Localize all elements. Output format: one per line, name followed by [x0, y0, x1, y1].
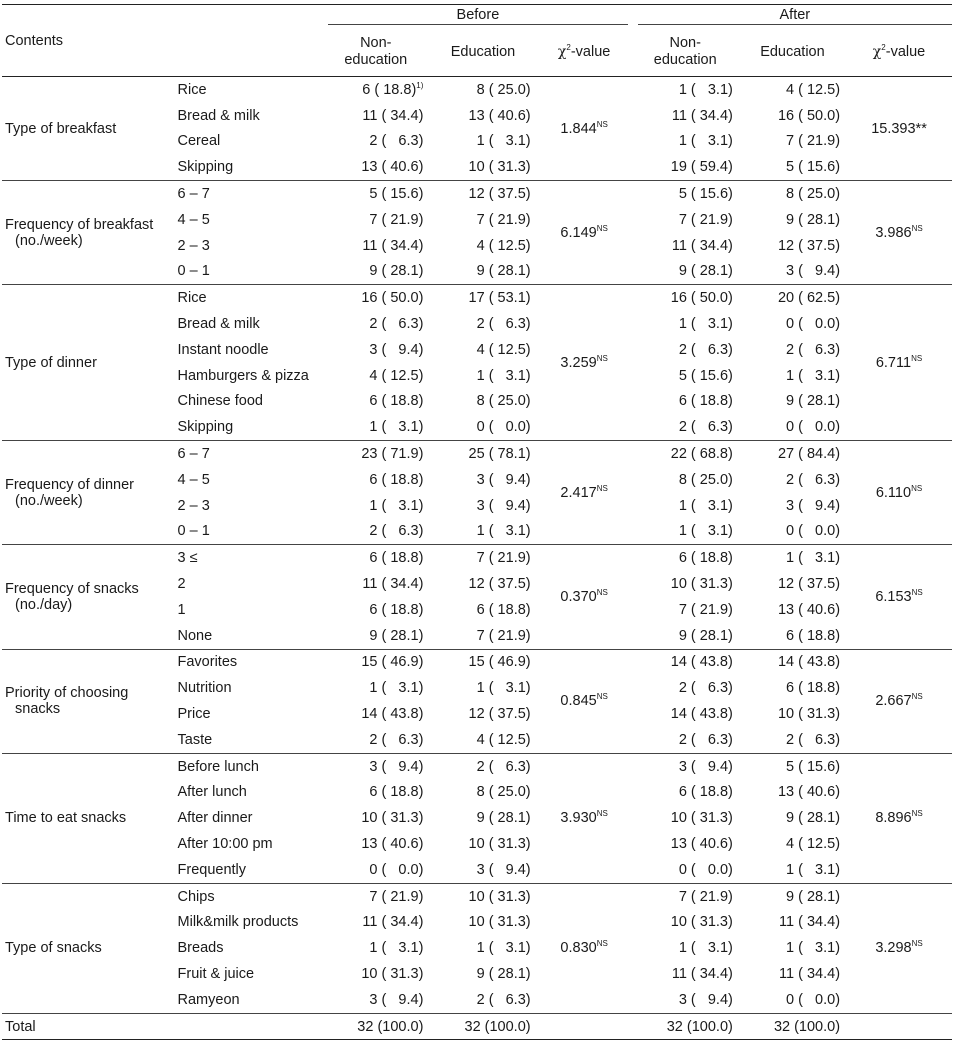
category-cell: 0 – 1	[177, 523, 210, 540]
before-education-cell: 17 ( 53.1)	[429, 285, 536, 311]
category-cell: Instant noodle	[177, 341, 269, 358]
after-education-header: Education	[739, 29, 846, 77]
before-education-cell: 9 ( 28.1)	[476, 263, 531, 280]
before-non-education-cell: 3 ( 9.4)	[369, 991, 424, 1008]
after-education-cell: 0 ( 0.0)	[786, 316, 841, 333]
before-chi-header: $\chi^2$-value	[537, 29, 632, 77]
after-non-education-cell: 10 ( 31.3)	[670, 576, 733, 593]
category-cell: Hamburgers & pizza	[177, 367, 309, 384]
before-non-education-cell: 6 ( 18.8)$^{1)}$	[322, 77, 429, 103]
group-label	[2, 181, 175, 285]
after-education-cell: 1 ( 3.1)	[739, 545, 846, 571]
before-education-cell: 1 ( 3.1)	[476, 523, 531, 540]
before-education-cell: 3 ( 9.4)	[476, 497, 531, 514]
before-non-education-cell: 6 ( 18.8)	[369, 784, 424, 801]
after-non-education-cell: 22 ( 68.8)	[632, 441, 739, 467]
after-education-cell: 1 ( 3.1)	[786, 861, 841, 878]
before-education-cell: 10 ( 31.3)	[429, 883, 536, 909]
group-label-line: Frequency of dinner	[5, 476, 134, 493]
before-non-education-cell: 2 ( 6.3)	[369, 133, 424, 150]
category-cell: 4 – 5	[177, 211, 210, 228]
after-education-cell: 10 ( 31.3)	[777, 706, 841, 723]
after-education-cell: 9 ( 28.1)	[786, 211, 841, 228]
before-education-cell: 4 ( 12.5)	[476, 341, 531, 358]
after-education-cell: 5 ( 15.6)	[786, 159, 841, 176]
after-non-education-cell: 10 ( 31.3)	[670, 914, 733, 931]
before-non-education-header: Non- education	[322, 29, 429, 77]
before-chi-value: $3.259^{NS}$	[537, 285, 632, 441]
after-education-cell: 2 ( 6.3)	[786, 341, 841, 358]
before-non-education-cell: 1 ( 3.1)	[369, 497, 424, 514]
before-non-education-cell: 1 ( 3.1)	[369, 419, 424, 436]
group-label-line: Type of breakfast	[5, 120, 117, 137]
data-table	[2, 4, 952, 1040]
before-non-education-cell: 0 ( 0.0)	[369, 861, 424, 878]
before-non-education-cell: 11 ( 34.4)	[362, 107, 424, 124]
after-education-cell: 3 ( 9.4)	[786, 497, 841, 514]
before-education-cell: 2 ( 6.3)	[476, 991, 531, 1008]
before-education-cell: 9 ( 28.1)	[476, 965, 531, 982]
before-education-cell: 1 ( 3.1)	[476, 133, 531, 150]
category-cell: Chinese food	[177, 393, 263, 410]
group-label	[2, 285, 175, 441]
category-cell: Bread & milk	[177, 316, 260, 333]
category-cell: Frequently	[177, 861, 247, 878]
after-non-education-cell: 6 ( 18.8)	[678, 393, 733, 410]
after-non-education-cell: 3 ( 9.4)	[632, 753, 739, 779]
before-non-education-cell: 1 ( 3.1)	[369, 680, 424, 697]
before-chi-value: $1.844^{NS}$	[537, 77, 632, 181]
after-chi-value: $3.298^{NS}$	[846, 883, 952, 1013]
after-non-education-cell: 2 ( 6.3)	[678, 419, 733, 436]
footnote-marker: 1)	[416, 81, 424, 91]
total-category-cell	[175, 1013, 323, 1040]
before-education-cell: 8 ( 25.0)	[476, 393, 531, 410]
category-cell: 4 – 5	[177, 471, 210, 488]
before-non-education-cell: 10 ( 31.3)	[361, 810, 424, 827]
before-non-education-cell: 6 ( 18.8)	[322, 545, 429, 571]
before-non-education-cell: 16 ( 50.0)	[322, 285, 429, 311]
total-row	[2, 1013, 952, 1040]
total-after-non-education: 32 (100.0)	[632, 1013, 739, 1040]
table-body	[2, 77, 952, 1040]
after-education-cell: 9 ( 28.1)	[786, 393, 841, 410]
before-education-cell: 6 ( 18.8)	[476, 601, 531, 618]
before-education-cell: 0 ( 0.0)	[476, 419, 531, 436]
after-education-cell: 16 ( 50.0)	[777, 107, 841, 124]
before-non-education-cell: 13 ( 40.6)	[361, 836, 424, 852]
after-education-cell: 2 ( 6.3)	[786, 731, 841, 748]
after-education-cell: 20 ( 62.5)	[739, 285, 846, 311]
before-non-education-cell: 5 ( 15.6)	[322, 181, 429, 207]
after-non-education-cell: 7 ( 21.9)	[632, 883, 739, 909]
table-row	[2, 649, 952, 675]
before-education-cell: 12 ( 37.5)	[468, 576, 531, 593]
group-label-line: (no./week)	[15, 492, 83, 509]
category-cell: Skipping	[177, 159, 234, 176]
contents-header: Contents	[2, 5, 175, 77]
group-label	[2, 883, 175, 1013]
total-after-education: 32 (100.0)	[739, 1013, 846, 1040]
after-education-cell: 4 ( 12.5)	[786, 836, 841, 852]
table-row	[2, 181, 952, 207]
after-non-education-cell: 11 ( 34.4)	[671, 965, 733, 982]
after-education-cell: 4 ( 12.5)	[739, 77, 846, 103]
before-non-education-cell: 11 ( 34.4)	[362, 237, 424, 254]
before-non-education-cell: 6 ( 18.8)	[369, 601, 424, 618]
after-education-cell: 13 ( 40.6)	[777, 784, 841, 801]
before-non-education-cell: 10 ( 31.3)	[361, 965, 424, 982]
before-non-education-cell: 9 ( 28.1)	[369, 627, 424, 644]
after-non-education-cell: 0 ( 0.0)	[678, 861, 733, 878]
before-education-cell: 4 ( 12.5)	[476, 731, 531, 748]
after-education-cell: 9 ( 28.1)	[739, 883, 846, 909]
after-non-education-cell: 9 ( 28.1)	[678, 627, 733, 644]
after-chi-header: $\chi^2$-value	[846, 29, 952, 77]
category-cell: 0 – 1	[177, 263, 210, 280]
group-label-line: Time to eat snacks	[5, 810, 127, 827]
before-non-education-cell: 23 ( 71.9)	[322, 441, 429, 467]
after-non-education-cell: 9 ( 28.1)	[678, 263, 733, 280]
after-non-education-cell: 6 ( 18.8)	[632, 545, 739, 571]
category-cell: Rice	[175, 77, 323, 103]
after-education-cell: 14 ( 43.8)	[739, 649, 846, 675]
before-non-education-cell: 2 ( 6.3)	[369, 731, 424, 748]
total-label: Total	[2, 1013, 175, 1040]
before-non-education-cell: 1 ( 3.1)	[369, 940, 424, 957]
after-education-cell: 0 ( 0.0)	[786, 419, 841, 436]
after-non-education-cell: 14 ( 43.8)	[670, 706, 733, 723]
after-education-cell: 27 ( 84.4)	[739, 441, 846, 467]
table-row	[2, 753, 952, 779]
table-row	[2, 77, 952, 103]
before-education-cell: 13 ( 40.6)	[468, 107, 531, 124]
before-non-education-cell: 15 ( 46.9)	[322, 649, 429, 675]
after-education-cell: 13 ( 40.6)	[777, 601, 841, 618]
after-non-education-cell: 7 ( 21.9)	[678, 601, 733, 618]
before-education-cell: 7 ( 21.9)	[476, 211, 531, 228]
after-education-cell: 1 ( 3.1)	[786, 940, 841, 957]
before-non-education-cell: 2 ( 6.3)	[369, 316, 424, 333]
after-non-education-cell: 11 ( 34.4)	[671, 107, 733, 124]
before-chi-value: $0.830^{NS}$	[537, 883, 632, 1013]
before-non-education-cell: 2 ( 6.3)	[369, 523, 424, 540]
category-cell: Taste	[177, 731, 213, 748]
total-before-education: 32 (100.0)	[429, 1013, 536, 1040]
category-cell: 6 – 7	[175, 181, 323, 207]
before-non-education-cell: 14 ( 43.8)	[361, 706, 424, 723]
after-education-cell: 2 ( 6.3)	[786, 471, 841, 488]
after-non-education-cell: 10 ( 31.3)	[670, 810, 733, 827]
category-cell: Skipping	[177, 419, 234, 436]
category-cell: Ramyeon	[177, 991, 240, 1008]
after-non-education-cell: 13 ( 40.6)	[670, 836, 733, 852]
before-chi-value: $3.930^{NS}$	[537, 753, 632, 883]
table-row	[2, 441, 952, 467]
category-header	[175, 5, 323, 77]
after-non-education-cell: 1 ( 3.1)	[632, 77, 739, 103]
category-cell: 2	[177, 576, 186, 593]
category-cell: Rice	[175, 285, 323, 311]
table-row	[2, 883, 952, 909]
after-education-cell: 8 ( 25.0)	[739, 181, 846, 207]
before-education-cell: 10 ( 31.3)	[468, 159, 531, 176]
category-cell: Price	[177, 706, 211, 723]
before-non-education-cell: 11 ( 34.4)	[362, 914, 424, 931]
category-cell: Nutrition	[177, 680, 232, 697]
after-education-cell: 12 ( 37.5)	[777, 576, 841, 593]
group-label-line: Type of dinner	[5, 354, 97, 371]
before-education-cell: 7 ( 21.9)	[429, 545, 536, 571]
category-cell: Chips	[175, 883, 323, 909]
category-cell: None	[177, 627, 213, 644]
group-label	[2, 649, 175, 753]
after-non-education-cell: 19 ( 59.4)	[670, 159, 733, 176]
after-non-education-cell: 2 ( 6.3)	[678, 341, 733, 358]
before-non-education-cell: 11 ( 34.4)	[362, 576, 424, 593]
category-cell: After dinner	[177, 810, 253, 827]
category-cell: Favorites	[175, 649, 323, 675]
after-non-education-cell: 1 ( 3.1)	[678, 523, 733, 540]
after-non-education-cell: 6 ( 18.8)	[678, 784, 733, 801]
after-education-cell: 3 ( 9.4)	[786, 263, 841, 280]
group-label	[2, 77, 175, 181]
after-chi-value: $6.153^{NS}$	[846, 545, 952, 649]
group-label-line: (no./week)	[15, 232, 83, 249]
after-non-education-cell: 14 ( 43.8)	[632, 649, 739, 675]
after-education-cell: 9 ( 28.1)	[786, 810, 841, 827]
after-chi-value: $3.986^{NS}$	[846, 181, 952, 285]
after-chi-value: $6.110^{NS}$	[846, 441, 952, 545]
before-chi-value: $0.845^{NS}$	[537, 649, 632, 753]
before-chi-value: $2.417^{NS}$	[537, 441, 632, 545]
after-header: After	[632, 5, 952, 29]
before-education-cell: 1 ( 3.1)	[476, 680, 531, 697]
after-non-education-cell: 3 ( 9.4)	[678, 991, 733, 1008]
category-cell: Fruit & juice	[177, 965, 255, 982]
before-chi-value: $0.370^{NS}$	[537, 545, 632, 649]
group-label-line: Priority of choosing	[5, 685, 129, 702]
before-education-cell: 1 ( 3.1)	[476, 367, 531, 384]
before-education-cell: 2 ( 6.3)	[429, 753, 536, 779]
after-non-education-cell: 5 ( 15.6)	[678, 367, 733, 384]
group-label	[2, 441, 175, 545]
category-cell: Before lunch	[175, 753, 323, 779]
table-header	[2, 5, 952, 77]
group-label-line: Type of snacks	[5, 940, 102, 957]
after-chi-value: $8.896^{NS}$	[846, 753, 952, 883]
category-cell: Bread & milk	[177, 107, 260, 124]
before-non-education-cell: 3 ( 9.4)	[369, 341, 424, 358]
category-cell: 1	[177, 601, 186, 618]
group-label-line: Frequency of breakfast	[5, 216, 154, 233]
before-education-cell: 10 ( 31.3)	[468, 914, 531, 931]
total-before-non-education: 32 (100.0)	[322, 1013, 429, 1040]
category-cell: 3 ≤	[175, 545, 323, 571]
after-education-cell: 6 ( 18.8)	[786, 680, 841, 697]
before-non-education-cell: 6 ( 18.8)	[369, 471, 424, 488]
after-chi-value: 15.393**	[846, 77, 952, 181]
before-non-education-cell: 9 ( 28.1)	[369, 263, 424, 280]
before-education-cell: 8 ( 25.0)	[476, 784, 531, 801]
category-cell: 2 – 3	[177, 237, 210, 254]
after-education-cell: 1 ( 3.1)	[786, 367, 841, 384]
before-non-education-cell: 7 ( 21.9)	[369, 211, 424, 228]
before-education-cell: 3 ( 9.4)	[476, 471, 531, 488]
after-non-education-cell: 11 ( 34.4)	[671, 237, 733, 254]
after-non-education-cell: 7 ( 21.9)	[678, 211, 733, 228]
before-education-cell: 8 ( 25.0)	[429, 77, 536, 103]
category-cell: After lunch	[177, 784, 247, 801]
after-non-education-cell: 16 ( 50.0)	[632, 285, 739, 311]
after-non-education-cell: 2 ( 6.3)	[678, 680, 733, 697]
after-non-education-cell: 2 ( 6.3)	[678, 731, 733, 748]
before-non-education-cell: 6 ( 18.8)	[369, 393, 424, 410]
category-cell: Milk&milk products	[177, 914, 299, 931]
table-row	[2, 285, 952, 311]
before-education-cell: 12 ( 37.5)	[429, 181, 536, 207]
table-row	[2, 545, 952, 571]
before-education-cell: 15 ( 46.9)	[429, 649, 536, 675]
category-cell: 2 – 3	[177, 497, 210, 514]
total-before-chi	[537, 1013, 632, 1040]
before-chi-value: $6.149^{NS}$	[537, 181, 632, 285]
total-after-chi	[846, 1013, 952, 1040]
before-education-cell: 7 ( 21.9)	[476, 627, 531, 644]
before-non-education-cell: 4 ( 12.5)	[369, 367, 424, 384]
after-non-education-header: Non- education	[632, 29, 739, 77]
after-education-cell: 12 ( 37.5)	[777, 237, 841, 254]
before-education-cell: 12 ( 37.5)	[468, 706, 531, 723]
after-education-cell: 0 ( 0.0)	[786, 991, 841, 1008]
after-education-cell: 6 ( 18.8)	[786, 627, 841, 644]
before-education-cell: 1 ( 3.1)	[476, 940, 531, 957]
after-education-cell: 11 ( 34.4)	[779, 965, 841, 982]
after-chi-value: $6.711^{NS}$	[846, 285, 952, 441]
after-education-cell: 7 ( 21.9)	[786, 133, 841, 150]
before-education-cell: 10 ( 31.3)	[468, 836, 531, 852]
after-non-education-cell: 1 ( 3.1)	[678, 940, 733, 957]
after-non-education-cell: 8 ( 25.0)	[678, 471, 733, 488]
category-cell: Cereal	[177, 133, 221, 150]
after-education-cell: 11 ( 34.4)	[779, 914, 841, 931]
before-education-cell: 4 ( 12.5)	[476, 237, 531, 254]
before-education-cell: 9 ( 28.1)	[476, 810, 531, 827]
before-non-education-cell: 13 ( 40.6)	[361, 159, 424, 176]
group-label-line: (no./day)	[15, 596, 73, 613]
category-cell: 6 – 7	[175, 441, 323, 467]
category-cell: After 10:00 pm	[177, 836, 273, 852]
before-education-cell: 25 ( 78.1)	[429, 441, 536, 467]
before-non-education-cell: 3 ( 9.4)	[322, 753, 429, 779]
before-non-education-cell: 7 ( 21.9)	[322, 883, 429, 909]
after-non-education-cell: 1 ( 3.1)	[678, 316, 733, 333]
before-education-cell: 2 ( 6.3)	[476, 316, 531, 333]
before-education-cell: 3 ( 9.4)	[476, 861, 531, 878]
group-label	[2, 545, 175, 649]
category-cell: Breads	[177, 940, 224, 957]
after-education-cell: 0 ( 0.0)	[786, 523, 841, 540]
before-header: Before	[322, 5, 631, 29]
after-non-education-cell: 5 ( 15.6)	[632, 181, 739, 207]
group-label-line: Frequency of snacks	[5, 580, 139, 597]
after-education-cell: 5 ( 15.6)	[739, 753, 846, 779]
before-education-header: Education	[429, 29, 536, 77]
after-non-education-cell: 1 ( 3.1)	[678, 497, 733, 514]
after-chi-value: $2.667^{NS}$	[846, 649, 952, 753]
after-non-education-cell: 1 ( 3.1)	[678, 133, 733, 150]
group-label	[2, 753, 175, 883]
group-label-line: snacks	[15, 701, 61, 718]
